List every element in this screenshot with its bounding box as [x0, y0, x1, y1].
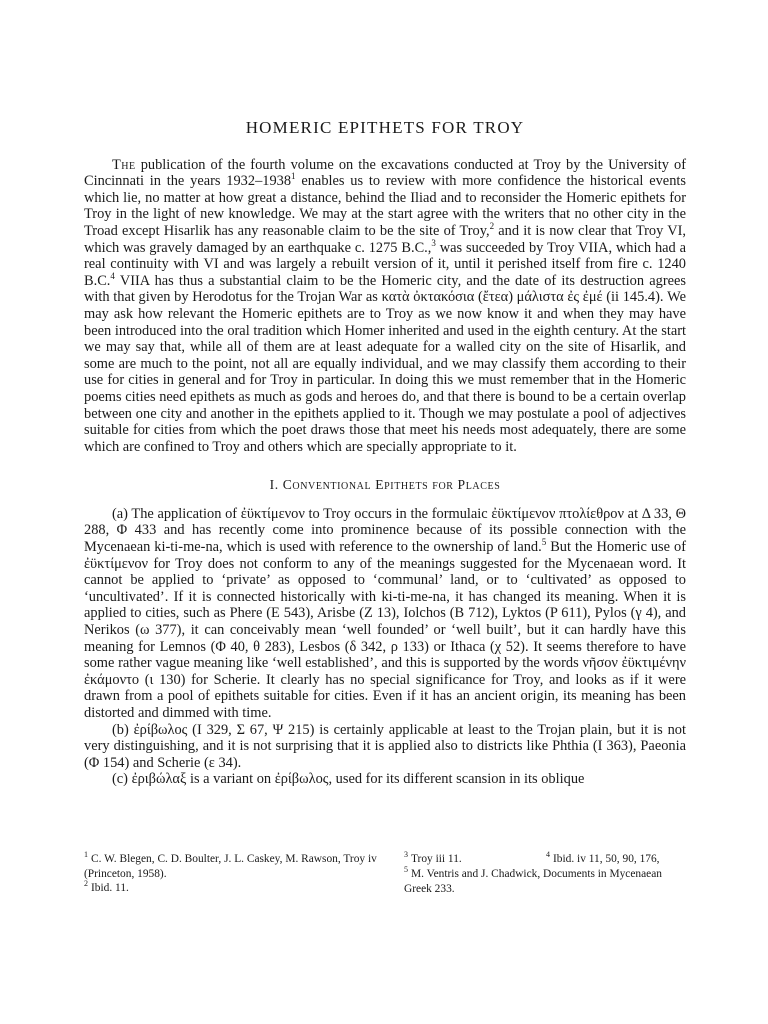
footnote-4: $^4$ Ibid. iv 11, 50, 90, 176,: [546, 850, 660, 865]
section-heading: I. Conventional Epithets for Places: [269, 477, 501, 493]
footnote-3: $^3$ Troy iii 11.: [404, 850, 462, 865]
article-title: HOMERIC EPITHETS FOR TROY: [245, 118, 525, 137]
footnote-ref-4: 4: [110, 270, 115, 281]
footnote-column-1: [84, 852, 384, 896]
footnote-ref-3: 3: [431, 237, 436, 248]
article-body: [84, 120, 686, 788]
footnote-ref-2: 2: [489, 221, 495, 232]
paragraph-c: (c) ἐριβώλαξ is a variant on ἐρίβωλος, used for its different scansion in its oblique: [112, 771, 585, 788]
paragraph-a: (a) The application of ἐϋκτίμενον to Troy occurs in the formulaic ἐϋκτίμενον πτολίεθρον at Δ 33, Θ 288, Φ 433 and has recently come into prominence because of its possible connection with the Mycenaean ki-ti-me-na, which is used with reference to the ownership of land.$^5$ But the Homeric use of ἐϋκτίμενον for Troy does not conform to any of the meanings suggested for the Mycenaean word. It cannot be applied to ‘private’ as opposed to ‘communal’ land, or to ‘cultivated’ as opposed to ‘uncultivated’. If it is connected historically with ki-ti-me-na, it has changed its meaning. When it is applied to cities, such as Phere (E 543), Arisbe (Ζ 13), Iolchos (B 712), Lyktos (P 611), Pylos (γ 4), and Nerikos (ω 377), it can conceivably mean ‘well founded’ or ‘well built’, but it can hardly have this meaning for Lemnos (Φ 40, θ 283), Lesbos (δ 342, ρ 133) or Ithaca (χ 52). It seems therefore to have some rather vague meaning like ‘well established’, and this is supported by the words νῆσον ἐϋκτιμένην ἐκάμοντο (ι 130) for Scherie. It clearly has no special significance for Troy, and looks as if it were drawn from a pool of epithets suitable for cities. Even if it has an ancient origin, its meaning has been distorted and dimmed with time.: [84, 505, 686, 721]
footnote-column-2-lower: [404, 867, 686, 896]
footnote-ref-1: 1: [291, 171, 296, 182]
footnote-5: $^5$ M. Ventris and J. Chadwick, Documents in Mycenaean Greek 233.: [404, 865, 662, 895]
footnote-column-3: [546, 852, 686, 867]
footnote-2: $^2$ Ibid. 11.: [84, 879, 129, 894]
footnote-1: $^1$ C. W. Blegen, C. D. Boulter, J. L. Caskey, M. Rawson, Troy iv (Princeton, 1958).: [84, 850, 377, 880]
intro-paragraph: The publication of the fourth volume on the excavations conducted at Troy by the University of Cincinnati in the years 1932–1938$^1$ enables us to review with more confidence the historical events which lie, no matter at how great a distance, behind the Iliad and to reconsider the Homeric epithets for Troy in the light of new knowledge. We may at the start agree with the writers that no other city in the Troad except Hisarlik has any reasonable claim to be the site of Troy,$^2$ and it is now clear that Troy VI, which was gravely damaged by an earthquake c. 1275 B.C.,$^3$ was succeeded by Troy VIIA, which had a real continuity with VI and was largely a rebuilt version of it, until it perished itself from fire c. 1240 B.C.$^4$ VIIA has thus a substantial claim to be the Homeric city, and the date of its destruction agrees with that given by Herodotus for the Trojan War as κατὰ ὀκτακόσια (ἔτεα) μάλιστα ἐς ἐμέ (ii 145.4). We may ask how relevant the Homeric epithets are to Troy as we now know it and when they may have been introduced into the oral tradition which Homer inherited and used in the eighth century. At the start we may say that, while all of them are at least adequate for a walled city on the site of Hisarlik, and some are much to the point, not all are equally individual, and we may classify them according to their use for cities in general and for Troy in particular. In doing this we must remember that in the Homeric poems cities need epithets as much as gods and heroes do, and that there is bound to be a certain overlap between one city and another in the epithets applied to it. Though we may postulate a pool of adjectives suitable for cities from which the poet draws those that meet his needs most adequately, there are some which are confined to Troy and others which are specially appropriate to it.: [84, 156, 686, 455]
paragraph-b: (b) ἐρίβωλος (I 329, Σ 67, Ψ 215) is certainly applicable at least to the Trojan plain, but it is not very distinguishing, and it is not surprising that it is applied also to districts like Phthia (I 363), Paeonia (Φ 154) and Scherie (ε 34).: [84, 721, 686, 771]
footnote-ref-5: 5: [541, 537, 547, 548]
footnote-column-2: [404, 852, 544, 867]
intro-lead-word: The: [112, 156, 136, 173]
